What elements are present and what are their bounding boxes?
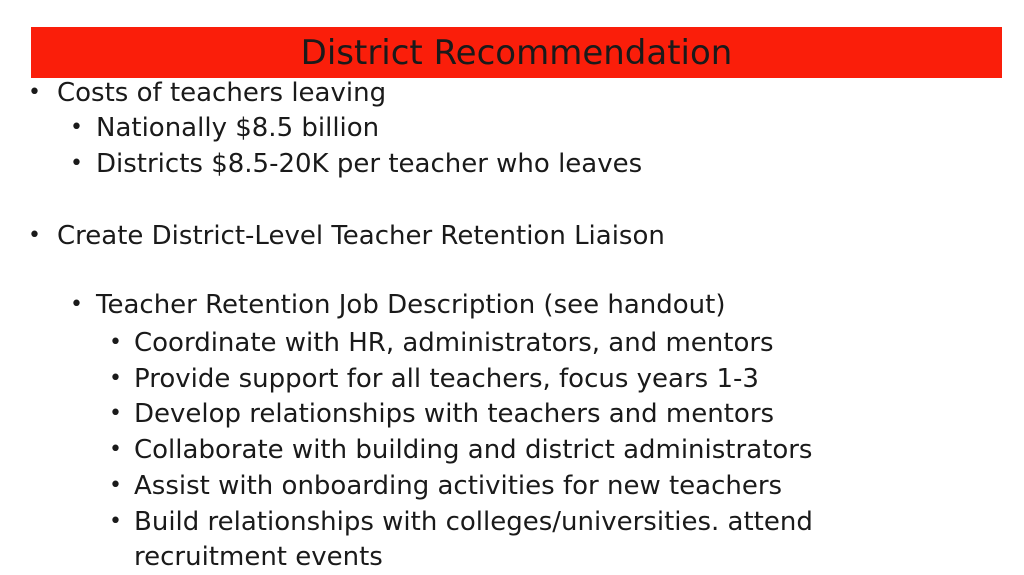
bullet-collaborate: Collaborate with building and district administrators — [134, 435, 813, 465]
bullet-build-relationships-continued: recruitment events — [134, 542, 383, 572]
bullet-glyph: • — [109, 401, 122, 426]
bullet-glyph: • — [109, 366, 122, 391]
bullet-glyph: • — [70, 292, 83, 317]
bullet-glyph: • — [28, 80, 41, 105]
bullet-develop-relationships: Develop relationships with teachers and mentors — [134, 399, 775, 429]
bullet-costs-of-teachers-leaving: Costs of teachers leaving — [57, 78, 387, 108]
bullet-glyph: • — [109, 473, 122, 498]
bullet-glyph: • — [70, 115, 83, 140]
bullet-provide-support: Provide support for all teachers, focus years 1-3 — [134, 364, 759, 394]
bullet-glyph: • — [109, 437, 122, 462]
title-bar — [31, 27, 1002, 78]
bullet-glyph: • — [109, 330, 122, 355]
bullet-nationally: Nationally $8.5 billion — [96, 113, 380, 143]
bullet-glyph: • — [70, 151, 83, 176]
bullet-job-description: Teacher Retention Job Description (see handout) — [96, 290, 726, 320]
slide-title: District Recommendation — [300, 32, 733, 73]
bullet-build-relationships: Build relationships with colleges/universities. attend — [134, 507, 813, 537]
bullet-glyph: • — [109, 509, 122, 534]
bullet-assist-onboarding: Assist with onboarding activities for new teachers — [134, 471, 783, 501]
bullet-glyph: • — [28, 223, 41, 248]
bullet-create-liaison: Create District-Level Teacher Retention Liaison — [57, 221, 665, 251]
bullet-coordinate: Coordinate with HR, administrators, and mentors — [134, 328, 774, 358]
bullet-districts-cost: Districts $8.5-20K per teacher who leaves — [96, 149, 643, 179]
